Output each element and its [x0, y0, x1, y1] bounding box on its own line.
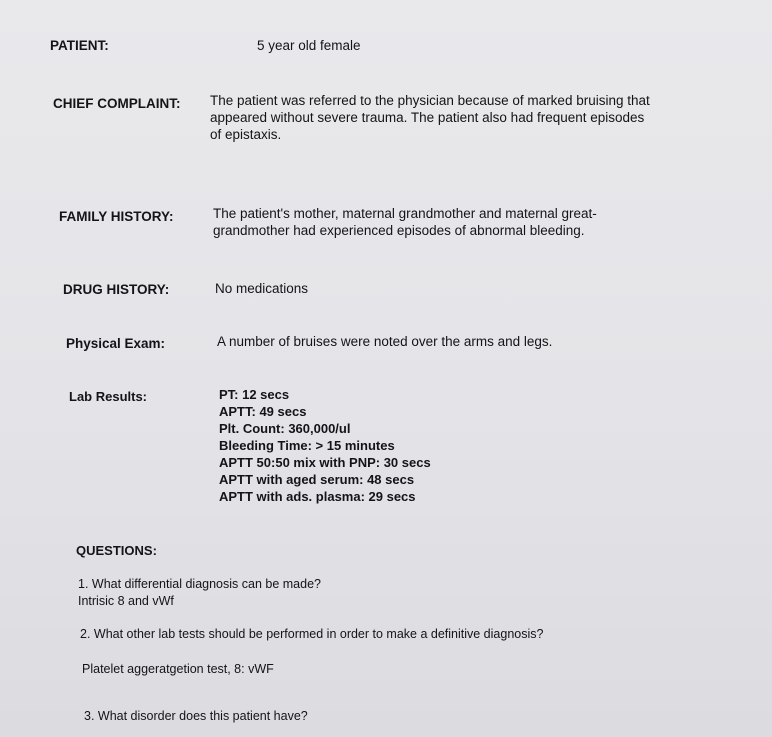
drug-history-value: No medications	[215, 281, 309, 296]
lab-result-item: Bleeding Time: > 15 minutes	[219, 438, 395, 453]
lab-result-item: APTT 50:50 mix with PNP: 30 secs	[219, 455, 431, 470]
physical-exam-value: A number of bruises were noted over the arms and legs.	[217, 334, 553, 349]
chief-complaint-text	[210, 92, 750, 143]
lab-result-item: APTT: 49 secs	[219, 404, 307, 419]
family-history-text	[213, 205, 733, 239]
chief-complaint-line: The patient was referred to the physician because of marked bruising that	[210, 93, 650, 108]
physical-exam-label: Physical Exam:	[66, 336, 166, 351]
family-history-label: FAMILY HISTORY:	[59, 209, 174, 224]
lab-results-label: Lab Results:	[69, 389, 148, 404]
lab-results-list	[219, 386, 431, 505]
patient-label: PATIENT:	[50, 38, 109, 53]
answer-1: Intrisic 8 and vWf	[78, 594, 174, 608]
lab-result-item: PT: 12 secs	[219, 387, 290, 402]
lab-result-item: APTT with ads. plasma: 29 secs	[219, 489, 416, 504]
chief-complaint-line: of epistaxis.	[210, 127, 282, 142]
drug-history-label: DRUG HISTORY:	[63, 282, 170, 297]
question-3: 3. What disorder does this patient have?	[84, 709, 308, 723]
family-history-line: The patient's mother, maternal grandmother and maternal great-	[213, 206, 597, 221]
chief-complaint-label: CHIEF COMPLAINT:	[53, 96, 181, 111]
lab-result-item: Plt. Count: 360,000/ul	[219, 421, 351, 436]
question-1: 1. What differential diagnosis can be made?	[78, 577, 321, 591]
family-history-line: grandmother had experienced episodes of abnormal bleeding.	[213, 223, 585, 238]
question-2: 2. What other lab tests should be performed in order to make a definitive diagnosis?	[80, 627, 544, 641]
patient-value: 5 year old female	[257, 38, 361, 53]
answer-2: Platelet aggeratgetion test, 8: vWF	[82, 662, 274, 676]
lab-result-item: APTT with aged serum: 48 secs	[219, 472, 415, 487]
questions-heading: QUESTIONS:	[76, 543, 157, 558]
chief-complaint-line: appeared without severe trauma. The patient also had frequent episodes	[210, 110, 645, 125]
